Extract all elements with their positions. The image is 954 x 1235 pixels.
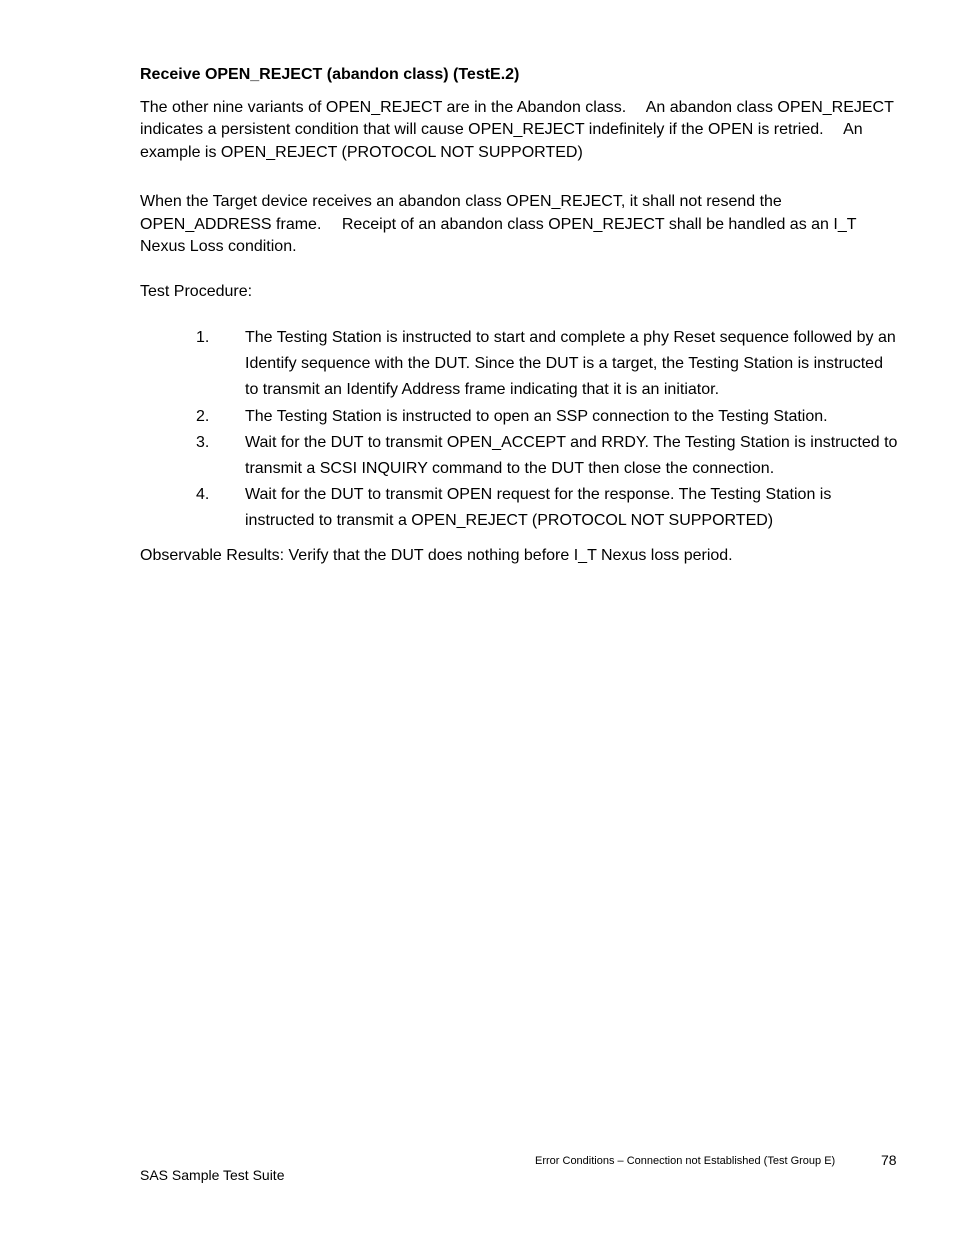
section-heading: Receive OPEN_REJECT (abandon class) (TestE.2) xyxy=(140,66,520,83)
procedure-step xyxy=(140,404,900,430)
intro-paragraph: The other nine variants of OPEN_REJECT are in the Abandon class. An abandon class OPEN_REJECT indicates a persistent condition that will cause OPEN_REJECT indefinitely if the OPEN is retried. An example is OPEN_REJECT (PROTOCOL NOT SUPPORTED) xyxy=(140,98,894,161)
procedure-label: Test Procedure: xyxy=(140,282,253,300)
footer-page-number: 78 xyxy=(881,1152,897,1168)
step-number: 2. xyxy=(196,407,210,425)
step-number: 4. xyxy=(196,486,210,504)
step-text: The Testing Station is instructed to start and complete a phy Reset sequence followed by an Identify sequence with the DUT. Since the DUT is a target, the Testing Station is instructed to transmit an Identify Address frame indicating that it is an initiator. xyxy=(245,329,896,399)
procedure-step xyxy=(140,430,900,482)
step-text: The Testing Station is instructed to open an SSP connection to the Testing Station. xyxy=(245,407,828,425)
procedure-step xyxy=(140,482,900,534)
procedure-steps xyxy=(140,325,900,535)
footer-chapter-title: Error Conditions – Connection not Established (Test Group E) xyxy=(535,1155,836,1167)
step-text: Wait for the DUT to transmit OPEN request for the response. The Testing Station is instructed to transmit a OPEN_REJECT (PROTOCOL NOT SUPPORTED) xyxy=(245,486,832,530)
footer-suite-name: SAS Sample Test Suite xyxy=(140,1167,285,1183)
target-behavior-paragraph: When the Target device receives an abandon class OPEN_REJECT, it shall not resend the OPEN_ADDRESS frame. Receipt of an abandon class OPEN_REJECT shall be handled as an I_T Nexus Loss condition. xyxy=(140,193,857,255)
step-text: Wait for the DUT to transmit OPEN_ACCEPT and RRDY. The Testing Station is instructed to transmit a SCSI INQUIRY command to the DUT then close the connection. xyxy=(245,433,898,478)
step-number: 1. xyxy=(196,329,210,346)
observable-results: Observable Results: Verify that the DUT does nothing before I_T Nexus loss period. xyxy=(140,546,733,564)
procedure-step xyxy=(140,325,900,404)
page-content xyxy=(140,64,900,567)
step-number: 3. xyxy=(196,433,210,451)
